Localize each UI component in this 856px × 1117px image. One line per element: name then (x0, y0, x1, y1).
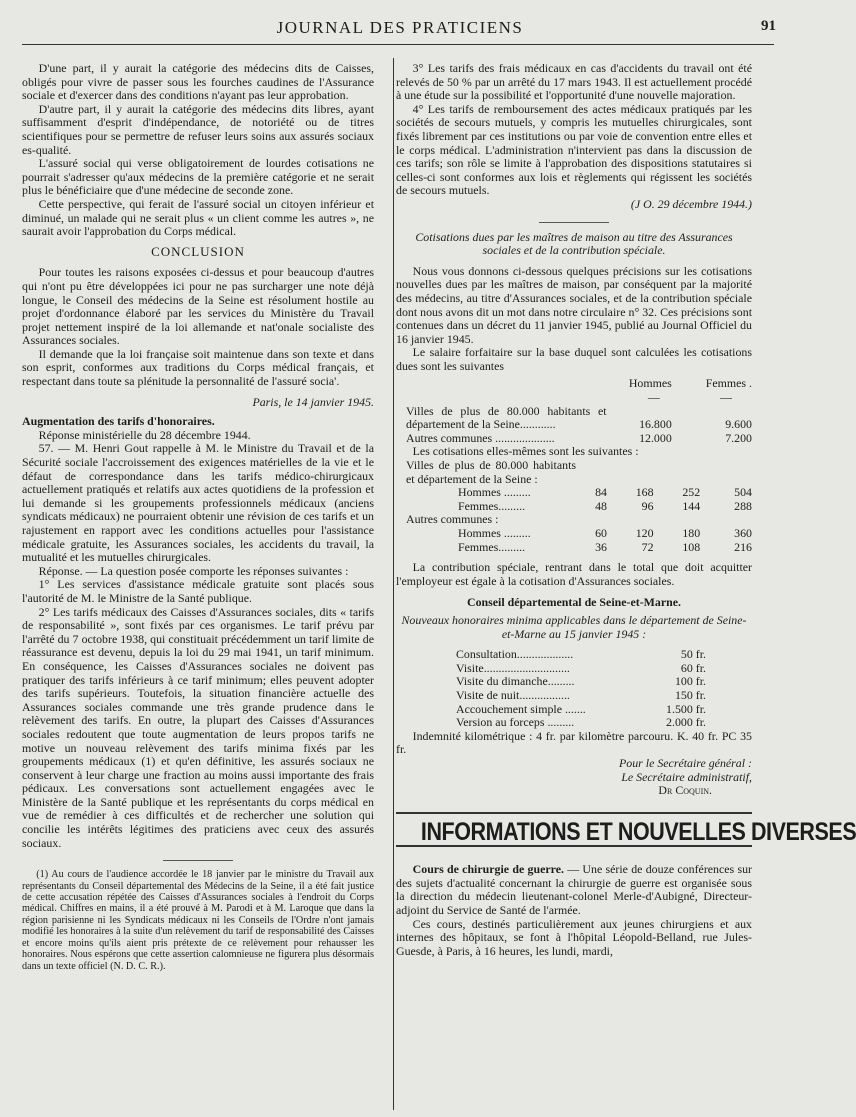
left-column (22, 62, 374, 972)
table-row (456, 703, 706, 717)
paragraph: D'autre part, il y aurait la catégorie des médecins dits libres, ayant suffisamment d'esprit d'indépendance, de notoriété ou de titres scientifiques pour se permettre de refuser leurs soins aux assurés sociaux es-qualité. (22, 101, 374, 157)
paragraph: 4° Les tarifs de remboursement des actes médicaux pratiqués par les sociétés de secours mutuels, y compris les mutuelles chirurgicales, sont fixés librement par ces institutions ou par voie de convention entre elles et le corps médical. L'administration n'intervient pas dans la discussion de ces tarifs; son rôle se limite à l'approbation des dispositions statutaires si celles-ci sont conformes aux lois et règlements qui régissent les sociétés de secours mutuels. (396, 101, 752, 198)
page-header (18, 18, 782, 40)
table-row (406, 527, 752, 541)
fee-value: 50 fr. (680, 647, 706, 662)
signature-line: Pour le Secrétaire général : (619, 755, 752, 770)
table-row (406, 500, 752, 514)
row-label: Femmes......... (458, 539, 526, 554)
dateline: Paris, le 14 janvier 1945. (252, 394, 374, 409)
cell: 16.800 (639, 417, 672, 432)
fee-label: Consultation................... (456, 647, 574, 662)
item-heading: Cours de chirurgie de guerre. (412, 862, 564, 877)
table-row (406, 405, 752, 432)
column-header: Hommes (628, 376, 672, 391)
fee-value: 150 fr. (674, 687, 706, 702)
fee-value: 60 fr. (680, 660, 706, 675)
cell: 360 (734, 526, 752, 540)
fee-label: Visite............................. (456, 660, 570, 675)
signature-line: Le Secrétaire administratif, (621, 769, 752, 784)
paragraph: Cette perspective, qui ferait de l'assuré social un citoyen inférieur et diminué, un malade qui ne serait plus « un client comme les autres », ne saurait avoir l'approbation du Corps médical. (22, 196, 374, 239)
table-row (406, 541, 752, 555)
right-column (396, 61, 856, 958)
contributions-table (406, 459, 752, 554)
running-title: JOURNAL DES PRATICIENS (276, 18, 524, 37)
divider (396, 812, 752, 814)
cell: 180 (682, 526, 701, 540)
fee-label: Version au forceps ......... (456, 715, 575, 730)
source-reference: (J O. 29 décembre 1944.) (630, 196, 752, 211)
fee-value: 100 fr. (674, 674, 706, 689)
cell: 96 (641, 498, 654, 513)
divider (163, 860, 233, 861)
paragraph: Ces cours, destinés particulièrement aux jeunes chirurgiens et aux internes des hôpitaux, se font à l'hôpital Léopold-Belland, rue Jules-Guesde, à Paris, à 16 heures, les lundi, mardi, (396, 916, 752, 958)
section-heading: Augmentation des tarifs d'honoraires. (22, 414, 215, 429)
row-label: Autres communes .................... (406, 430, 555, 445)
table-row (406, 459, 752, 486)
cell: 216 (734, 539, 752, 554)
item-text: — Une série de douze conférences sur des sujets d'actualité concernant la chirurgie de guerre est organisée sous la direction du médecin lieutenant-colonel Merle-d'Aubigné, Directeur-adjoint du Service de Santé de l'armée. (396, 862, 753, 918)
table-row (406, 513, 752, 527)
paragraph: Il demande que la loi française soit maintenue dans son texte et dans son esprit, conformes aux traditions du Corps médical français, et respectant dans toute sa plénitude la personnalité de l'assuré socia'. (22, 346, 374, 389)
paragraph: Les cotisations elles-mêmes sont les suivantes : (412, 444, 639, 459)
conclusion-heading: CONCLUSION (151, 243, 245, 259)
cell: 504 (734, 485, 752, 500)
cell: 168 (635, 485, 654, 500)
paragraph: L'assuré social qui verse obligatoirement de lourdes cotisations ne pourrait s'adresser qu'aux médecins de la première catégorie et ne serait plus le bénéficiaire que d'une médecine de seconde zone. (22, 156, 374, 198)
paragraph: Indemnité kilométrique : 4 fr. par kilomètre parcouru. K. 40 fr. PC 35 fr. (396, 728, 752, 757)
paragraph: Nous vous donnons ci-dessous quelques précisions sur les cotisations nouvelles dues par les maîtres de maison, par conséquent par la majorité des médecins, au titre d'Assurances sociales, et de la contribution spéciale dont nous avons dit un mot dans notre circulaire n° 32. Ces précisions sont contenues dans un décret du 11 janvier 1945, publié au Journal Officiel du 16 janvier 1945. (396, 263, 752, 346)
cell: 288 (734, 498, 752, 513)
fee-label: Visite du dimanche......... (456, 674, 575, 689)
cell: 60 (595, 526, 607, 540)
divider (539, 222, 609, 223)
paragraph: Pour toutes les raisons exposées ci-dessus et pour beaucoup d'autres qui n'ont pu être développées ici pour ne pas surcharger une note déjà longue, le Conseil des médecins de la Seine est résolument hostile au projet d'ordonnance élaboré par les services du Ministère du Travail projet nettement inspiré de la loi allemande et nat'onale socialiste des Assurances sociales. (22, 265, 374, 348)
column-header: Femmes . (705, 376, 752, 391)
section-heading: Cotisations dues par les maîtres de maison au titre des Assurances sociales et de la contribution spéciale. (415, 229, 733, 258)
cell: 84 (595, 485, 607, 500)
paragraph: Réponse ministérielle du 28 décembre 1944. (38, 427, 251, 442)
table-row (456, 648, 706, 662)
cell: 48 (595, 498, 607, 513)
row-label: Femmes......... (458, 498, 526, 513)
cell: 108 (682, 539, 701, 554)
dash: — (720, 390, 732, 405)
paragraph: 1° Les services d'assistance médicale gratuite sont placés sous l'autorité de M. le Ministre de la Santé publique. (22, 577, 374, 605)
fee-label: Visite de nuit................. (456, 687, 570, 702)
cell: 72 (641, 539, 654, 554)
table-row (406, 486, 752, 500)
cell: 144 (682, 498, 701, 513)
paragraph: La contribution spéciale, rentrant dans le total que doit acquitter l'employeur est égale à la cotisation d'Assurances sociales. (396, 560, 752, 588)
paragraph: Le salaire forfaitaire sur la base duquel sont calculées les cotisations dues sont les suivantes (396, 345, 752, 373)
paragraph: D'une part, il y aurait la catégorie des médecins dits de Caisses, obligés pour vivre de passer sous les fourches caudines de l'Assurance sociale et d'exercer dans des conditions n'ayant pas leur approbation. (22, 61, 374, 103)
row-label: Hommes ......... (458, 526, 531, 540)
paragraph: 2° Les tarifs médicaux des Caisses d'Assurances sociales, dits « tarifs de responsabilité », sont fixés par ces organismes. Le tarif prévu par l'arrêté du 7 octobre 1938, qui constituait précédemment un tarif limite de réassurance est devenu, depuis la loi du 29 mai 1941, un tarif minimum. En conséquence, les Caisses d'Assurances sociales ne doivent pas pratiquer des tarifs inférieurs à ce tarif minimum; elles peuvent adopter des tarifs supérieurs. Toutefois, la situation financière actuelle des Assurances sociales commande une très grande prudence dans le relèvement des tarifs. En outre, la plupart des Caisses d'Assurances sociales redoutent que toute augmentation de leurs propos tarifs ne motive un nouveau relèvement des tarifs minima fixés par les groupements médicaux (1) et qu'en définitive, les assurés sociaux ne conservent à leur charge une fraction au moins aussi importante des frais pédicaux. Les conversations sont actuellement engagées avec le Ministère de la Santé publique et les représentants du corps médical en vue de remédier à ces difficultés et de rechercher une solution qui concilie les intérêts légitimes des praticiens avec ceux des assurés sociaux. (22, 604, 374, 850)
table-row (456, 675, 706, 689)
table-row (456, 716, 706, 730)
fees-table (456, 648, 706, 730)
fee-value: 2.000 fr. (666, 715, 706, 730)
footnote-text: (1) Au cours de l'audience accordée le 18 janvier par le ministre du Travail aux représentants du Conseil départemental des Médecins de la Seine, il a été fait justice de cette accusation répétée des Caisses d'Assurances sociales à l'endroit du Corps médical. Chiffres en mains, il a été prouvé à M. Parodi et à M. Laroque que dans la région parisienne ni les Syndicats médicaux ni les Conseils de l'Ordre n'ont jamais modifié les honoraires à la suite d'un relèvement du tarif de responsabilité des Caisses et encore moins qu'ils aient pris prétexte de ce relèvement pour rehausser les honoraires. Nous espérons que cette assertion calomnieuse ne figurera plus désormais dans un texte officiel (N. D. C. R.). (22, 869, 374, 972)
fee-label: Accouchement simple ....... (456, 701, 586, 716)
section-banner: INFORMATIONS ET NOUVELLES DIVERSES (420, 817, 856, 846)
cell: 120 (635, 526, 654, 540)
fee-value: 1.500 fr. (666, 701, 706, 716)
paragraph: 3° Les tarifs des frais médicaux en cas d'accidents du travail ont été relevés de 50 % par un arrêté du 17 mars 1943. Il est actuellement procédé à une étude sur la possibilité et l'opportunité d'une nouvelle majoration. (396, 61, 752, 103)
section-heading: Conseil départemental de Seine-et-Marne. (467, 595, 681, 610)
salary-table (406, 377, 752, 445)
section-subheading: Nouveaux honoraires minima applicables dans le département de Seine-et-Marne au 15 janvier 1945 : (401, 612, 747, 641)
cell: 252 (682, 485, 701, 500)
row-label: Villes de plus de 80.000 habitants et département de la Seine............ (406, 403, 607, 432)
row-label: Hommes ......... (458, 485, 531, 500)
signature-name: Dr Coquin. (658, 783, 712, 798)
cell: 36 (595, 539, 607, 554)
paragraph (396, 863, 752, 917)
paragraph: 57. — M. Henri Gout rappelle à M. le Ministre du Travail et de la Sécurité sociale l'accroissement des exigences matérielles de la vie et le défaut de correspondance dans les tarifs médico-chirurgicaux actuellement pratiqués et relatifs aux actes quotidiens de la profession et lui demande si les groupements professionnels médicaux (anciens syndicats médicaux) ne pourraient obtenir une révision de ces tarifs et un rajustement en rapport avec les conditions actuelles pour l'assistance médicale gratuite, les Assurances sociales, les accidents du travail, la mutualité et les mutuelles chirurgicales. (22, 441, 374, 565)
row-label: Villes de plus de 80.000 habitants et département de la Seine : (406, 458, 576, 486)
cell: 9.600 (725, 417, 752, 432)
header-rule (22, 44, 774, 45)
table-row (456, 689, 706, 703)
row-label: Autres communes : (406, 512, 499, 527)
paragraph: Réponse. — La question posée comporte les réponses suivantes : (38, 563, 349, 578)
table-row (456, 662, 706, 676)
cell: 7.200 (725, 430, 752, 445)
column-divider (393, 58, 394, 1110)
footnote (22, 869, 374, 972)
table-row (406, 432, 752, 446)
page-number: 91 (761, 18, 776, 34)
cell: 12.000 (639, 430, 672, 445)
dash: — (647, 390, 660, 405)
